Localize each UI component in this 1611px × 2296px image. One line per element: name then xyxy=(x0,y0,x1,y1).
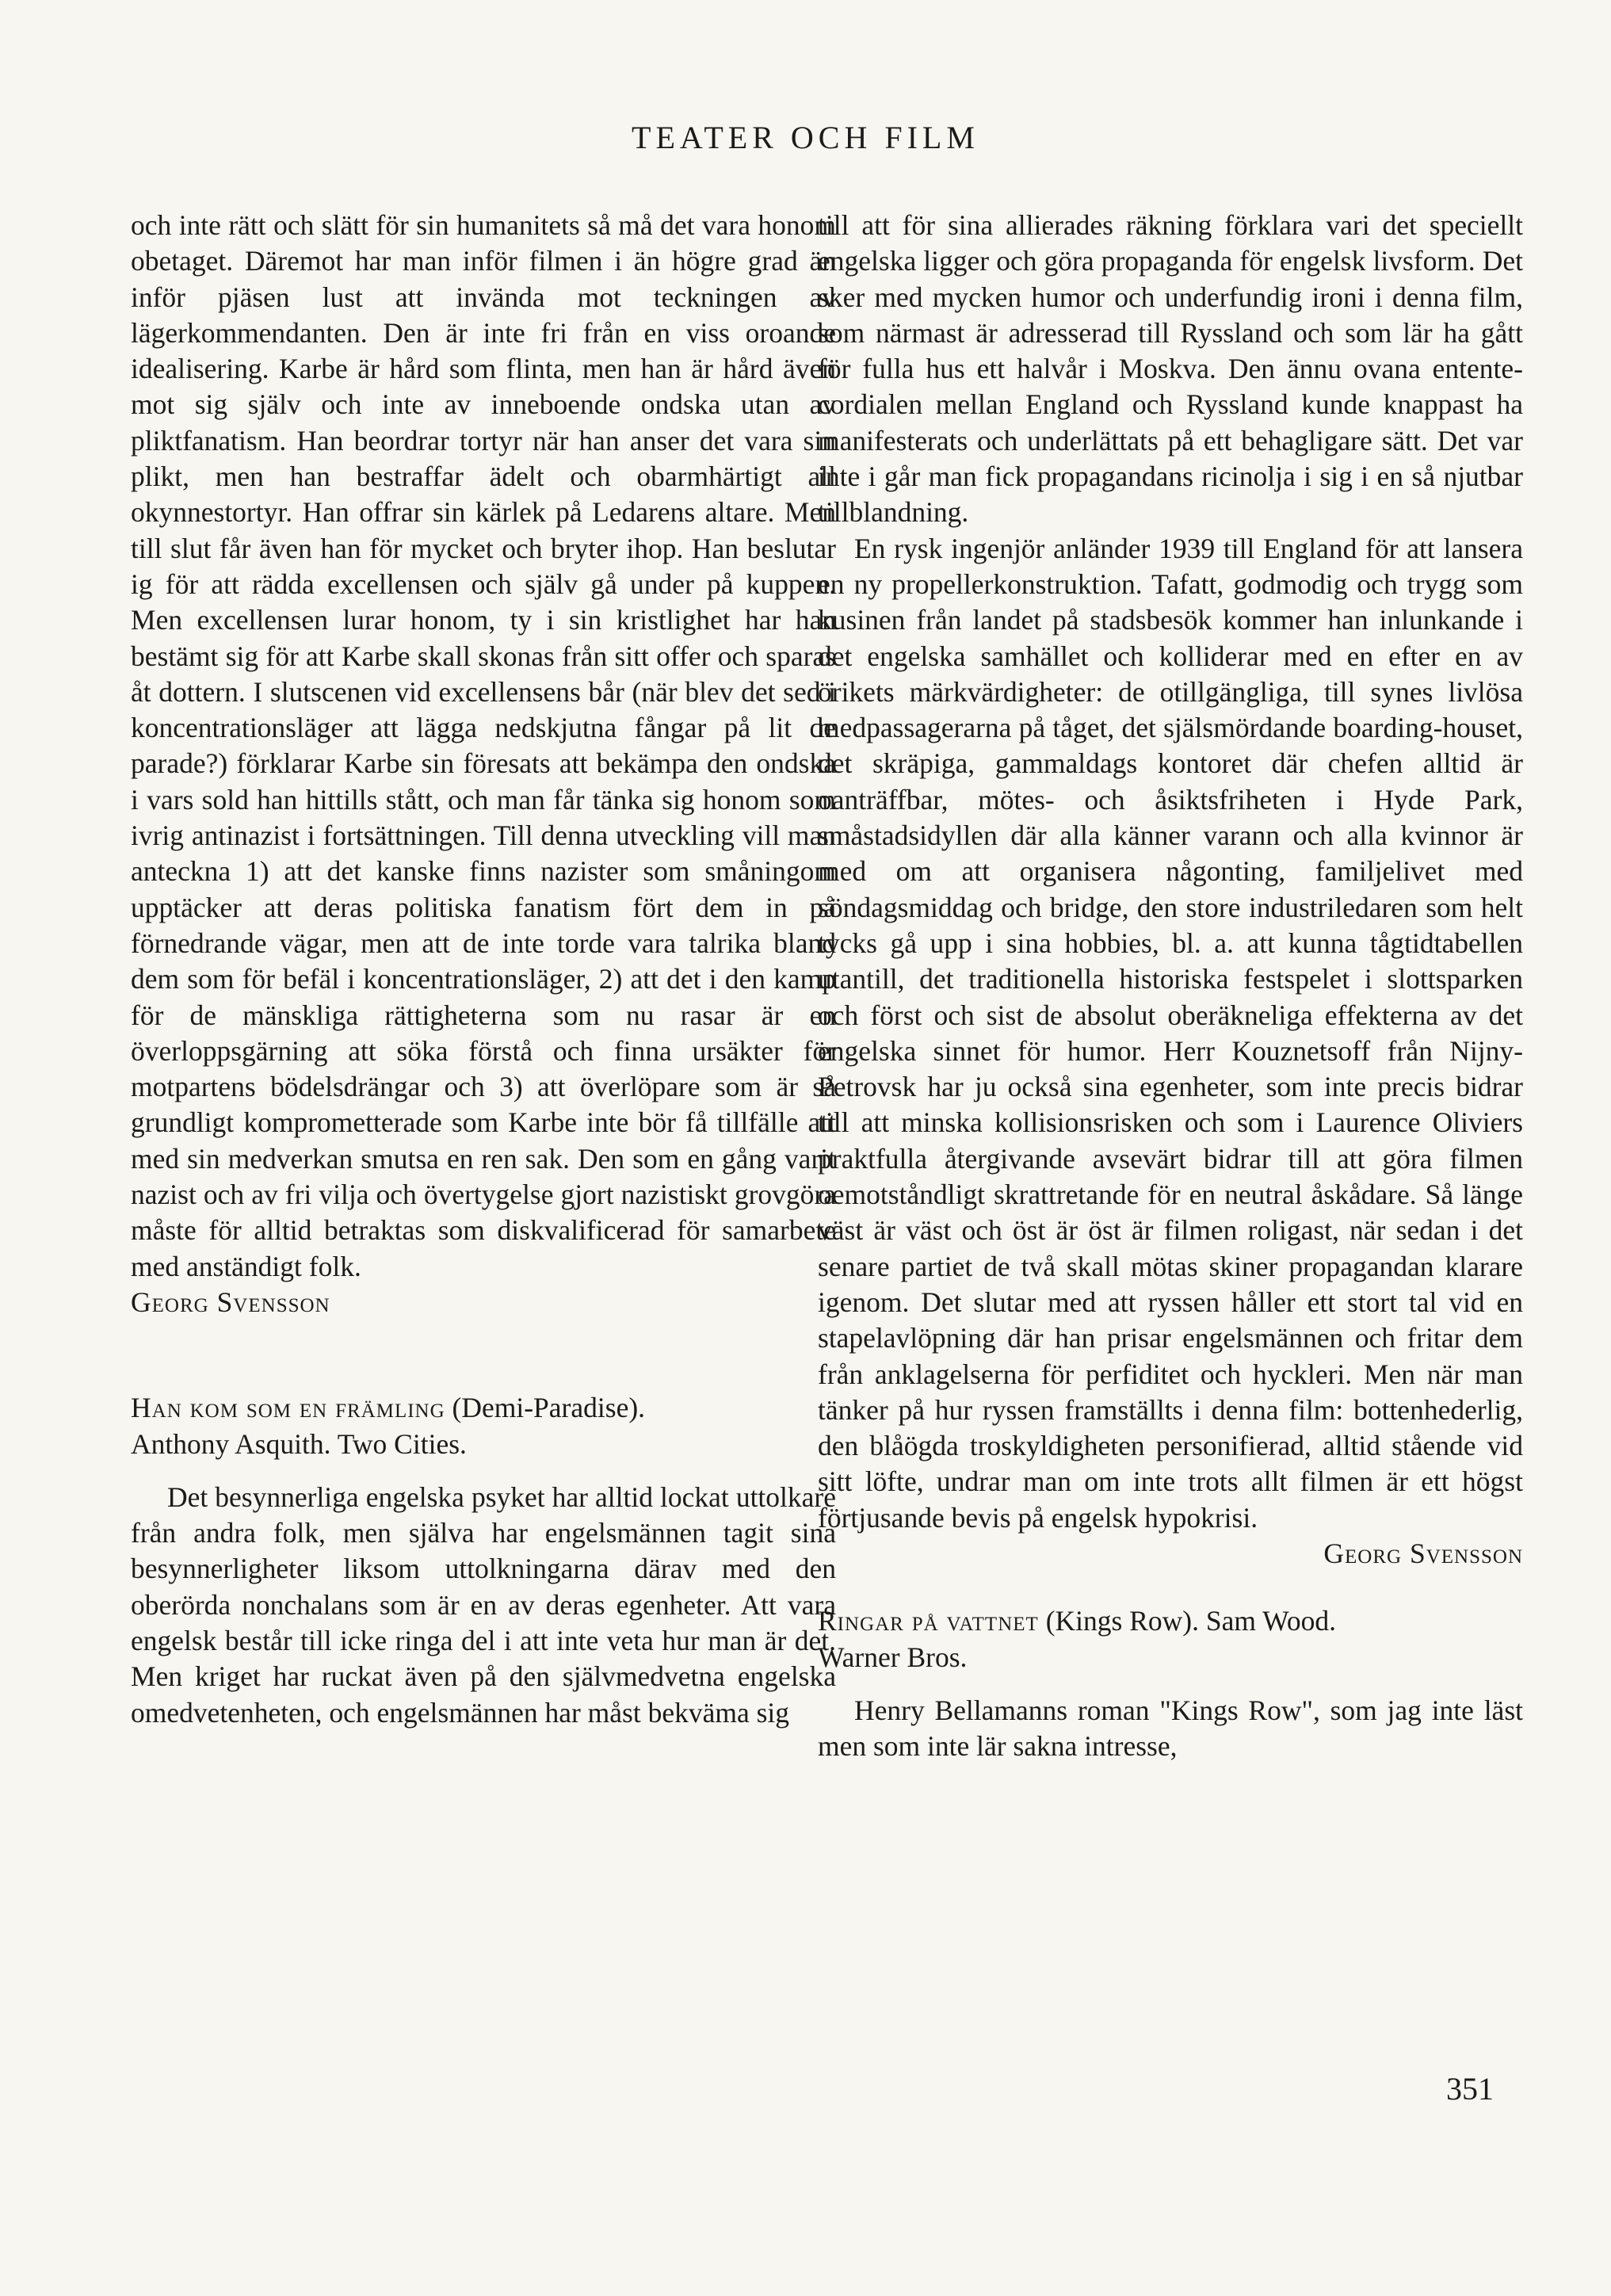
review-heading xyxy=(818,1603,1523,1639)
author-signature: Georg Svensson xyxy=(131,1286,330,1318)
review-text: till att för sina allierades räkning förklara vari det speciellt engelska ligger och göra propaganda för engelsk livsform. Det sker med mycken humor och underfundig ironi i denna film, som närmast är adresserad till Ryssland och som lär ha gått för fulla hus ett halvår i Moskva. Den ännu ovana entente-cordialen mellan England och Ryssland kunde knappast ha manifesterats och underlättats på ett behagligare sätt. Det var inte i går man fick propagandans ricinolja i sig i en så njutbar tillblandning. xyxy=(818,209,1523,529)
author-signature: Georg Svensson xyxy=(1323,1537,1523,1569)
review-original-title: (Kings Row). Sam Wood. xyxy=(1045,1605,1336,1637)
right-column xyxy=(818,208,1523,1764)
review-text: och inte rätt och slätt för sin humanitets så må det vara honom obetaget. Däremot har man inför filmen i än högre grad än inför pjäsen lust att invända mot teckningen av lägerkommendanten. Den är inte fri från en viss oroande idealisering. Karbe är hård som flinta, men han är hård även mot sig själv och inte av inneboende ondska utan av pliktfanatism. Han beordrar tortyr när han anser det vara sin plikt, men han bestraffar ädelt och obarmhärtigt all okynnestortyr. Han offrar sin kärlek på Ledarens altare. Men till slut får även han för mycket och bryter ihop. Han beslutar ig för att rädda excellensen och själv gå under på kuppen. Men excellensen lurar honom, ty i sin kristlighet har han bestämt sig för att Karbe skall skonas från sitt offer och sparas åt dottern. I slutscenen vid excellensens bår (när blev det sed i koncentrationsläger att lägga nedskjutna fångar på lit de parade?) förklarar Karbe sin föresats att bekämpa den ondska i vars sold han hittills stått, och man får tänka sig honom som ivrig antinazist i fortsättningen. Till denna utveckling vill man anteckna 1) att det kanske finns nazister som småningom upptäcker att deras politiska fanatism fört dem in på förnedrande vägar, men att de inte torde vara talrika bland dem som för befäl i koncentrationsläger, 2) att det i den kamp för de mänskliga rättigheterna som nu rasar är en överloppsgärning att söka förstå och finna ursäkter för motpartens bödelsdrängar och 3) att överlöpare som är så grundligt komprometterade som Karbe inte bör få tillfälle att med sin medverkan smutsa en ren sak. Den som en gång varit nazist och av fri vilja och övertygelse gjort nazistiskt grovgöra måste för alltid betraktas som diskvalificerad för samarbete med anständigt folk. xyxy=(131,209,836,1282)
review-title: Ringar på vattnet xyxy=(818,1605,1039,1637)
review-text: Det besynnerliga engelska psyket har alltid lockat uttolkare från andra folk, men själva har engelsmännen tagit sina besynnerligheter liksom uttolkningarna därav med den oberörda nonchalans som är en av deras egenheter. Att vara engelsk består till icke ringa del i att inte veta hur man är det. Men kriget har ruckat även på den självmedvetna engelska omedvetenheten, och engelsmännen har måst bekväma sig xyxy=(131,1480,836,1729)
left-column xyxy=(131,208,836,1731)
review-title: Han kom som en främling xyxy=(131,1392,445,1424)
review-text xyxy=(818,531,1523,1572)
page-number: 351 xyxy=(1446,2071,1494,2107)
review-original-title: (Demi-Paradise). xyxy=(452,1392,646,1424)
review-heading xyxy=(131,1390,836,1426)
review-credits: Anthony Asquith. Two Cities. xyxy=(131,1427,467,1460)
review-text: Henry Bellamanns roman "Kings Row", som jag inte läst men som inte lär sakna intresse, xyxy=(818,1694,1523,1763)
running-head: TEATER OCH FILM xyxy=(632,120,979,155)
review-paragraph: En rysk ingenjör anländer 1939 till England för att lansera en ny propellerkonstruktion. Tafatt, godmodig och trygg som kusinen från landet på stadsbesök kommer han inlunkande i det engelska samhället och kolliderar med en efter en av örikets märkvärdigheter: de otillgängliga, till synes livlösa medpassagerarna på tåget, det själsmördande boarding-houset, det skräpiga, gammaldags kontoret där chefen alltid är oanträffbar, mötes- och åsiktsfriheten i Hyde Park, småstadsidyllen där alla känner varann och alla kvinnor är med om att organisera någonting, familjelivet med söndagsmiddag och bridge, den store industriledaren som helt tycks gå upp i sina hobbies, bl. a. att kunna tågtidtabellen utantill, det traditionella historiska festspelet i slottsparken och först och sist de absolut oberäkneliga effekterna av det engelska sinnet för humor. Herr Kouznetsoff från Nijny-Petrovsk har ju också sina egenheter, som inte precis bidrar till att minska kollisionsrisken och som i Laurence Oliviers praktfulla återgivande avsevärt bidrar till att göra filmen oemotståndligt skrattretande för en neutral åskådare. Så länge väst är väst och öst är öst är filmen roligast, när sedan i det senare partiet de två skall mötas skiner propagandan klarare igenom. Det slutar med att ryssen håller ett stort tal vid en stapelavlöpning där han prisar engelsmännen och fritar dem från anklagelserna för perfiditet och hyckleri. Men när man tänker på hur ryssen framställts i denna film: bottenhederlig, den blåögda troskyldigheten personifierad, alltid stående vid sitt löfte, undrar man om inte trots allt filmen är ett högst förtjusande bevis på engelsk hypokrisi. xyxy=(818,532,1523,1534)
review-credits: Warner Bros. xyxy=(818,1641,968,1673)
